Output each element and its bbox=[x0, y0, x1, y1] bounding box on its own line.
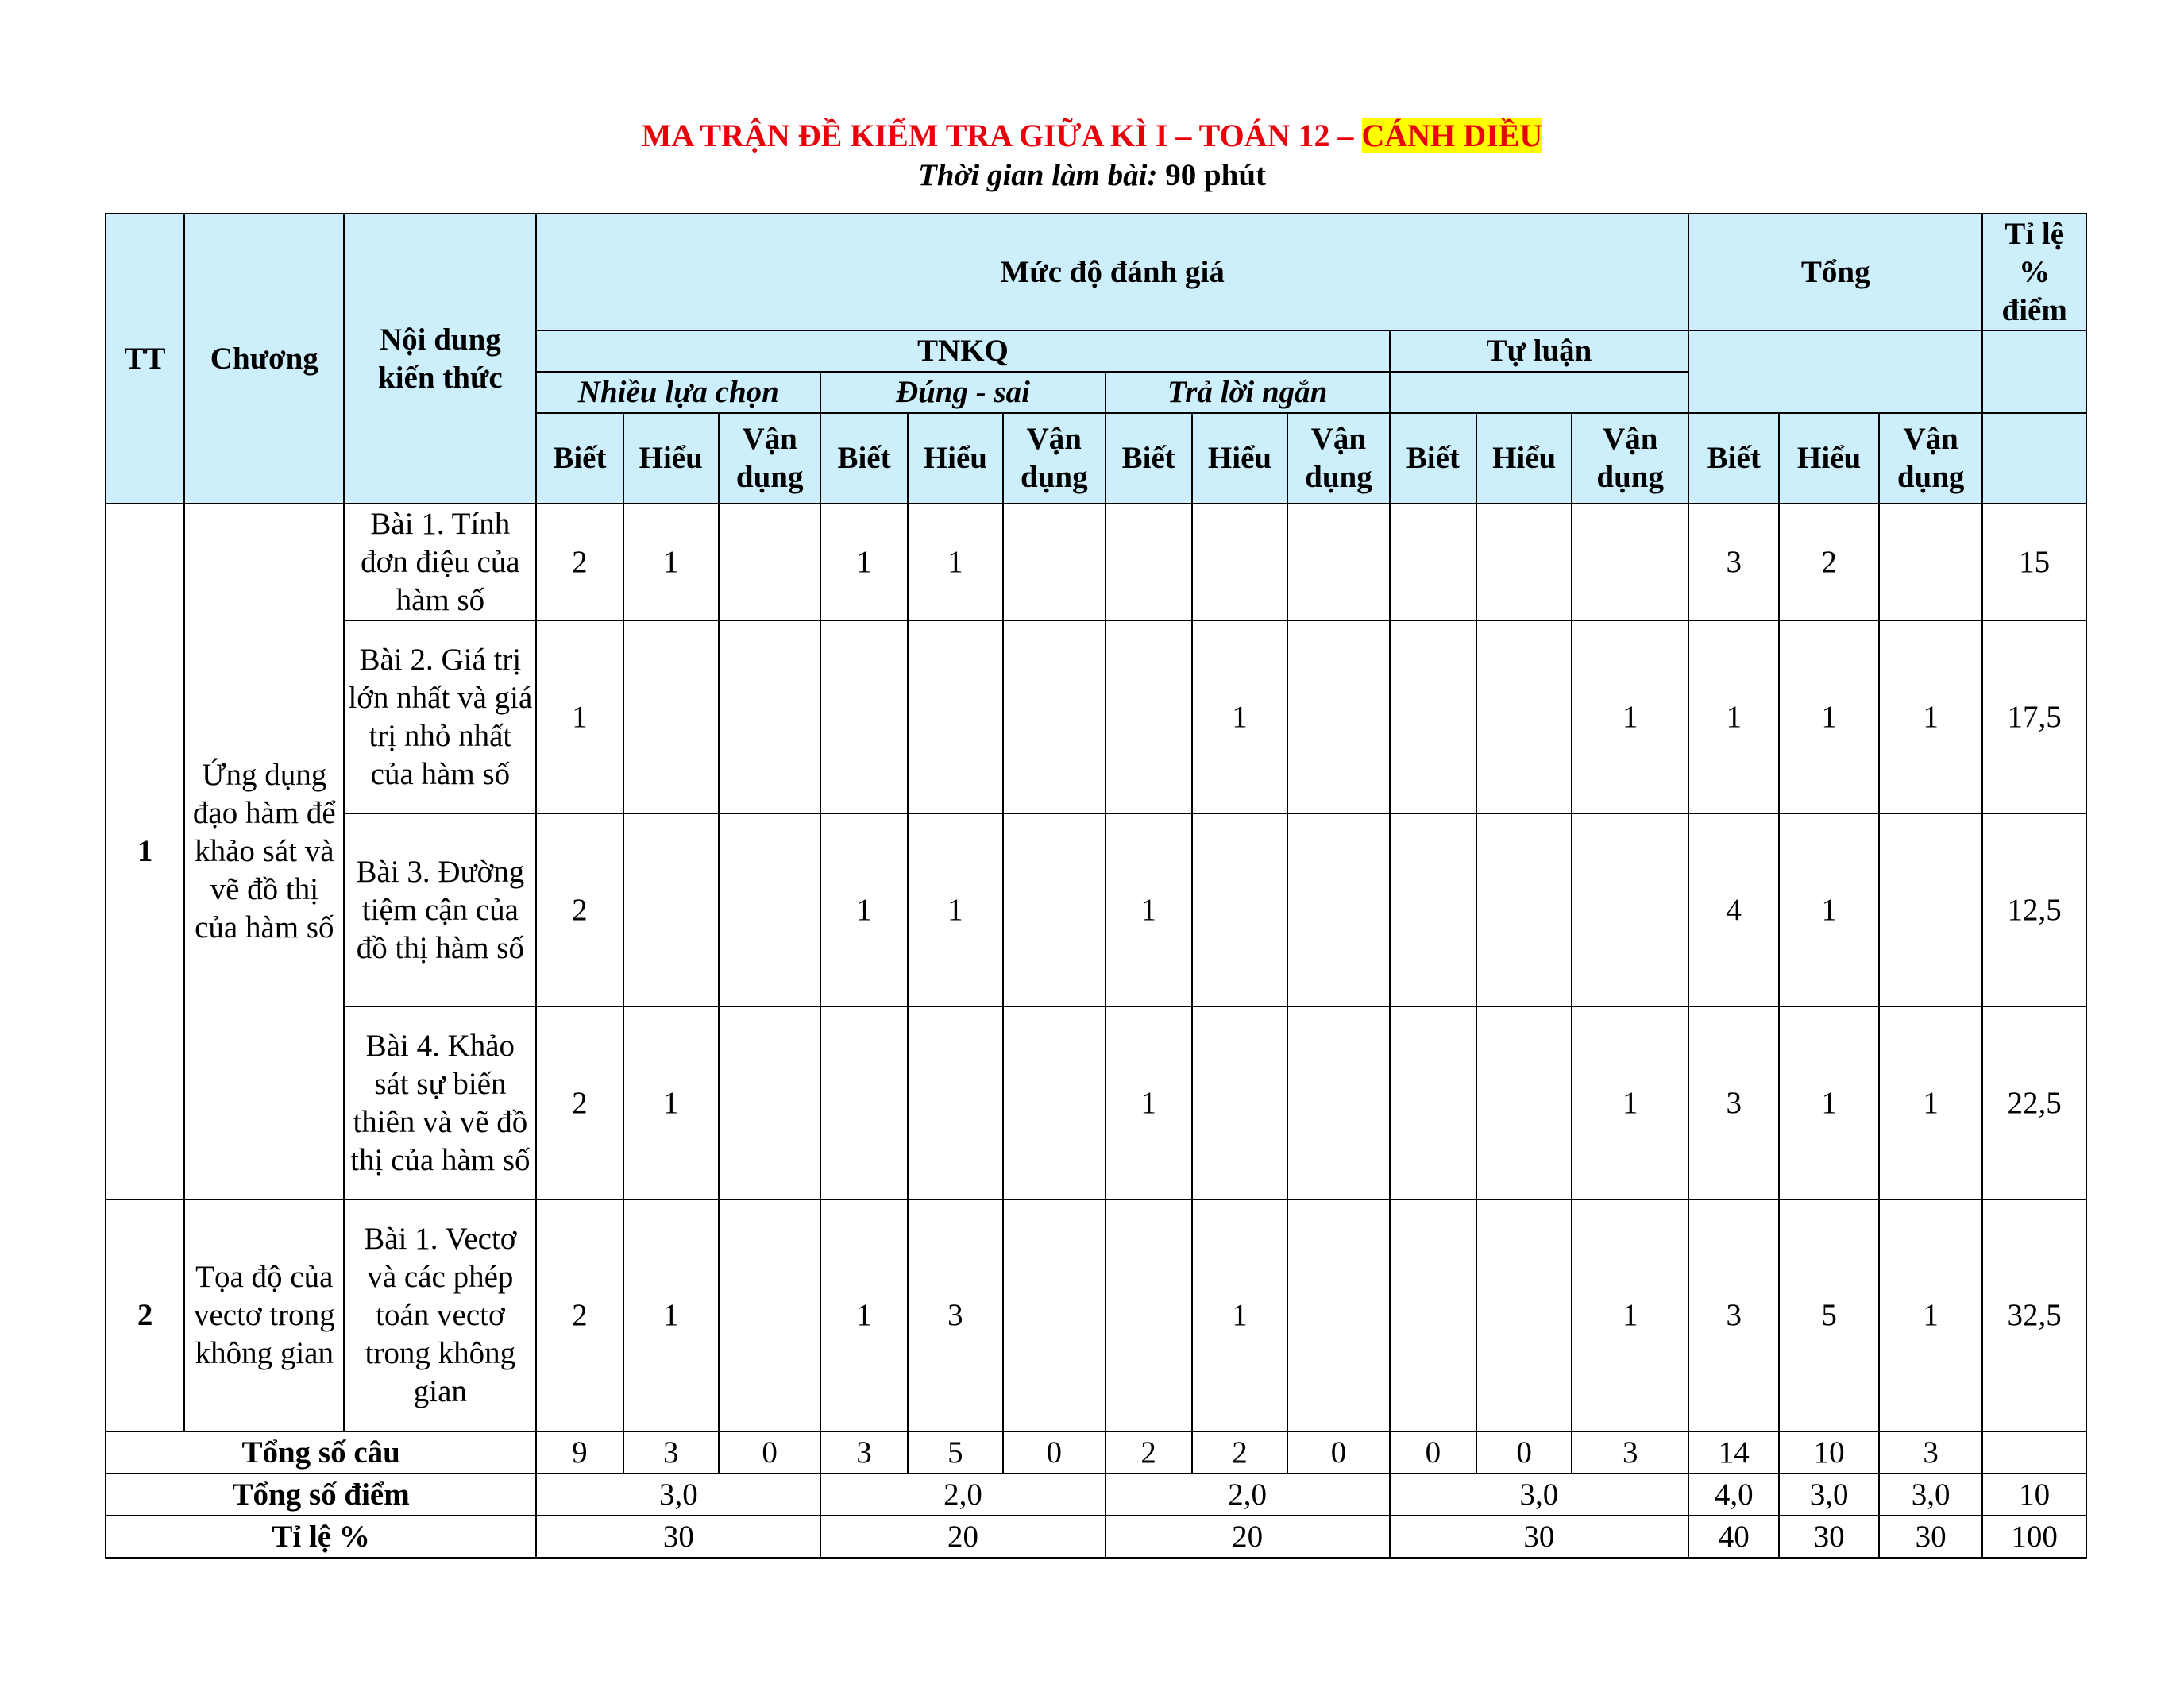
table-cell: 15 bbox=[1982, 504, 2086, 620]
chapter-number: 2 bbox=[106, 1199, 184, 1431]
percentage-label: Tỉ lệ % bbox=[106, 1516, 536, 1558]
table-cell bbox=[1287, 1006, 1389, 1199]
table-cell: 1 bbox=[1106, 813, 1192, 1006]
table-cell: 1 bbox=[820, 813, 907, 1006]
table-cell: 3 bbox=[1688, 1199, 1779, 1431]
table-row bbox=[106, 813, 2086, 1006]
level-van-dung: Vận dụng bbox=[1572, 413, 1688, 504]
table-cell: 1 bbox=[1779, 620, 1878, 813]
table-cell bbox=[623, 620, 719, 813]
table-cell: 1 bbox=[1779, 1006, 1878, 1199]
table-cell bbox=[1003, 1006, 1105, 1199]
table-cell bbox=[1390, 1199, 1476, 1431]
table-cell: 3 bbox=[908, 1199, 1003, 1431]
chapter-name: Tọa độ của vectơ trong không gian bbox=[184, 1199, 344, 1431]
table-cell: 1 bbox=[623, 504, 719, 620]
table-cell bbox=[1003, 813, 1105, 1006]
table-cell: 22,5 bbox=[1982, 1006, 2086, 1199]
header-tong-blank bbox=[1688, 330, 1982, 413]
table-cell: 1 bbox=[820, 1199, 907, 1431]
total-questions-label: Tổng số câu bbox=[106, 1431, 536, 1474]
table-cell bbox=[719, 504, 820, 620]
table-cell: 2 bbox=[536, 1199, 623, 1431]
table-cell: 1 bbox=[1879, 1199, 1983, 1431]
level-hieu: Hiểu bbox=[1192, 413, 1287, 504]
total-points-cell: 3,0 bbox=[1879, 1474, 1983, 1516]
matrix-body bbox=[106, 504, 2086, 1558]
table-cell: 1 bbox=[623, 1199, 719, 1431]
table-cell: 2 bbox=[1779, 504, 1878, 620]
level-van-dung: Vận dụng bbox=[1879, 413, 1983, 504]
table-cell: 12,5 bbox=[1982, 813, 2086, 1006]
table-cell: 5 bbox=[1779, 1199, 1878, 1431]
table-cell: 1 bbox=[1106, 1006, 1192, 1199]
table-cell bbox=[1106, 1199, 1192, 1431]
table-cell: 1 bbox=[1688, 620, 1779, 813]
title-main: MA TRẬN ĐỀ KIỂM TRA GIỮA KÌ I – TOÁN 12 – bbox=[641, 118, 1362, 153]
level-biet: Biết bbox=[1106, 413, 1192, 504]
level-van-dung: Vận dụng bbox=[1003, 413, 1105, 504]
table-cell bbox=[1003, 620, 1105, 813]
header-ti-le: Tỉ lệ % điểm bbox=[1982, 214, 2086, 330]
table-cell: 1 bbox=[1192, 620, 1287, 813]
total-questions-cell: 0 bbox=[1476, 1431, 1572, 1474]
header-ti-le-blank bbox=[1982, 330, 2086, 413]
header-ti-le-level-blank bbox=[1982, 413, 2086, 504]
table-cell bbox=[1192, 813, 1287, 1006]
level-van-dung: Vận dụng bbox=[719, 413, 820, 504]
total-questions-cell: 0 bbox=[1003, 1431, 1105, 1474]
percentage-group: 30 bbox=[1390, 1516, 1688, 1558]
total-questions-row bbox=[106, 1431, 2086, 1474]
total-questions-cell: 14 bbox=[1688, 1431, 1779, 1474]
table-cell: 1 bbox=[1879, 1006, 1983, 1199]
table-cell bbox=[1879, 813, 1983, 1006]
header-tra-loi-ngan: Trả lời ngắn bbox=[1106, 372, 1390, 413]
time-label: Thời gian làm bài: bbox=[917, 158, 1158, 192]
document-subtitle bbox=[0, 156, 2184, 195]
table-cell bbox=[1879, 504, 1983, 620]
chapter-number: 1 bbox=[106, 504, 184, 1199]
level-biet: Biết bbox=[536, 413, 623, 504]
total-points-cell: 3,0 bbox=[1779, 1474, 1878, 1516]
table-cell: 1 bbox=[1192, 1199, 1287, 1431]
table-cell bbox=[1287, 1199, 1389, 1431]
lesson-content: Bài 2. Giá trị lớn nhất và giá trị nhỏ nhất của hàm số bbox=[344, 620, 536, 813]
total-points-row bbox=[106, 1474, 2086, 1516]
header-muc-do: Mức độ đánh giá bbox=[536, 214, 1688, 330]
total-questions-cell: 0 bbox=[719, 1431, 820, 1474]
table-cell bbox=[1476, 620, 1572, 813]
total-points-cell: 4,0 bbox=[1688, 1474, 1779, 1516]
table-cell: 1 bbox=[908, 813, 1003, 1006]
total-questions-cell: 3 bbox=[820, 1431, 907, 1474]
header-nhieu-lua-chon: Nhiều lựa chọn bbox=[536, 372, 820, 413]
total-points-cell: 10 bbox=[1982, 1474, 2086, 1516]
level-hieu: Hiểu bbox=[1779, 413, 1878, 504]
lesson-content: Bài 1. Vectơ và các phép toán vectơ trong không gian bbox=[344, 1199, 536, 1431]
total-questions-cell: 2 bbox=[1192, 1431, 1287, 1474]
table-cell: 1 bbox=[908, 504, 1003, 620]
table-cell: 1 bbox=[1572, 620, 1688, 813]
table-cell: 2 bbox=[536, 504, 623, 620]
header-tong: Tổng bbox=[1688, 214, 1982, 330]
document-title bbox=[0, 115, 2184, 156]
chapter-name: Ứng dụng đạo hàm để khảo sát và vẽ đồ thị của hàm số bbox=[184, 504, 344, 1199]
table-cell bbox=[820, 1006, 907, 1199]
table-cell bbox=[1476, 1006, 1572, 1199]
percentage-cell: 40 bbox=[1688, 1516, 1779, 1558]
table-cell: 1 bbox=[1879, 620, 1983, 813]
assessment-matrix-table bbox=[105, 213, 2087, 1559]
lesson-content: Bài 1. Tính đơn điệu của hàm số bbox=[344, 504, 536, 620]
table-cell: 1 bbox=[820, 504, 907, 620]
table-cell: 2 bbox=[536, 1006, 623, 1199]
total-questions-cell: 3 bbox=[1879, 1431, 1983, 1474]
table-cell: 1 bbox=[536, 620, 623, 813]
table-cell bbox=[1287, 620, 1389, 813]
percentage-cell: 30 bbox=[1879, 1516, 1983, 1558]
table-cell bbox=[719, 1199, 820, 1431]
level-hieu: Hiểu bbox=[1476, 413, 1572, 504]
table-cell bbox=[1476, 504, 1572, 620]
table-cell: 1 bbox=[623, 1006, 719, 1199]
table-cell bbox=[719, 620, 820, 813]
total-points-group: 3,0 bbox=[1390, 1474, 1688, 1516]
total-questions-cell: 3 bbox=[1572, 1431, 1688, 1474]
table-cell bbox=[623, 813, 719, 1006]
header-noi-dung: Nội dung kiến thức bbox=[344, 214, 536, 504]
total-points-group: 2,0 bbox=[820, 1474, 1105, 1516]
lesson-content: Bài 3. Đường tiệm cận của đồ thị hàm số bbox=[344, 813, 536, 1006]
table-row bbox=[106, 1199, 2086, 1431]
table-cell: 17,5 bbox=[1982, 620, 2086, 813]
table-row bbox=[106, 1006, 2086, 1199]
table-cell: 1 bbox=[1572, 1006, 1688, 1199]
table-cell: 3 bbox=[1688, 1006, 1779, 1199]
table-cell bbox=[1572, 504, 1688, 620]
table-cell bbox=[1572, 813, 1688, 1006]
table-cell bbox=[820, 620, 907, 813]
table-cell bbox=[1106, 504, 1192, 620]
table-cell bbox=[908, 1006, 1003, 1199]
title-highlight: CÁNH DIỀU bbox=[1361, 118, 1543, 153]
table-cell bbox=[1003, 1199, 1105, 1431]
total-questions-cell: 3 bbox=[623, 1431, 719, 1474]
total-questions-cell: 0 bbox=[1287, 1431, 1389, 1474]
table-cell: 32,5 bbox=[1982, 1199, 2086, 1431]
percentage-group: 30 bbox=[536, 1516, 820, 1558]
percentage-cell: 100 bbox=[1982, 1516, 2086, 1558]
level-biet: Biết bbox=[820, 413, 907, 504]
percentage-group: 20 bbox=[1106, 1516, 1390, 1558]
table-cell bbox=[1476, 1199, 1572, 1431]
table-cell: 1 bbox=[1779, 813, 1878, 1006]
table-row bbox=[106, 504, 2086, 620]
header-dung-sai: Đúng - sai bbox=[820, 372, 1105, 413]
header-tt: TT bbox=[106, 214, 184, 504]
total-questions-cell: 0 bbox=[1390, 1431, 1476, 1474]
header-tu-luan-blank bbox=[1390, 372, 1688, 413]
table-cell bbox=[1192, 1006, 1287, 1199]
time-value: 90 phút bbox=[1157, 158, 1267, 192]
table-cell bbox=[1390, 813, 1476, 1006]
table-cell bbox=[719, 1006, 820, 1199]
level-van-dung: Vận dụng bbox=[1287, 413, 1389, 504]
level-hieu: Hiểu bbox=[908, 413, 1003, 504]
percentage-group: 20 bbox=[820, 1516, 1105, 1558]
percentage-row bbox=[106, 1516, 2086, 1558]
header-chuong: Chương bbox=[184, 214, 344, 504]
table-cell: 2 bbox=[536, 813, 623, 1006]
table-cell bbox=[1476, 813, 1572, 1006]
total-questions-cell: 5 bbox=[908, 1431, 1003, 1474]
table-cell bbox=[1287, 813, 1389, 1006]
header-tu-luan: Tự luận bbox=[1390, 330, 1688, 372]
table-cell: 1 bbox=[1572, 1199, 1688, 1431]
level-biet: Biết bbox=[1390, 413, 1476, 504]
table-row bbox=[106, 620, 2086, 813]
table-cell bbox=[1390, 504, 1476, 620]
total-questions-cell: 10 bbox=[1779, 1431, 1878, 1474]
table-cell bbox=[1106, 620, 1192, 813]
table-cell bbox=[1003, 504, 1105, 620]
table-cell: 3 bbox=[1688, 504, 1779, 620]
table-cell bbox=[1287, 504, 1389, 620]
total-points-label: Tổng số điểm bbox=[106, 1474, 536, 1516]
header-tnkq: TNKQ bbox=[536, 330, 1389, 372]
total-points-group: 2,0 bbox=[1106, 1474, 1390, 1516]
total-points-group: 3,0 bbox=[536, 1474, 820, 1516]
table-cell bbox=[1390, 620, 1476, 813]
table-cell bbox=[1390, 1006, 1476, 1199]
table-cell bbox=[1192, 504, 1287, 620]
lesson-content: Bài 4. Khảo sát sự biến thiên và vẽ đồ thị của hàm số bbox=[344, 1006, 536, 1199]
total-questions-cell: 9 bbox=[536, 1431, 623, 1474]
total-questions-cell: 2 bbox=[1106, 1431, 1192, 1474]
level-hieu: Hiểu bbox=[623, 413, 719, 504]
level-biet: Biết bbox=[1688, 413, 1779, 504]
table-cell bbox=[908, 620, 1003, 813]
table-cell: 4 bbox=[1688, 813, 1779, 1006]
percentage-cell: 30 bbox=[1779, 1516, 1878, 1558]
table-cell bbox=[719, 813, 820, 1006]
total-questions-cell bbox=[1982, 1431, 2086, 1474]
